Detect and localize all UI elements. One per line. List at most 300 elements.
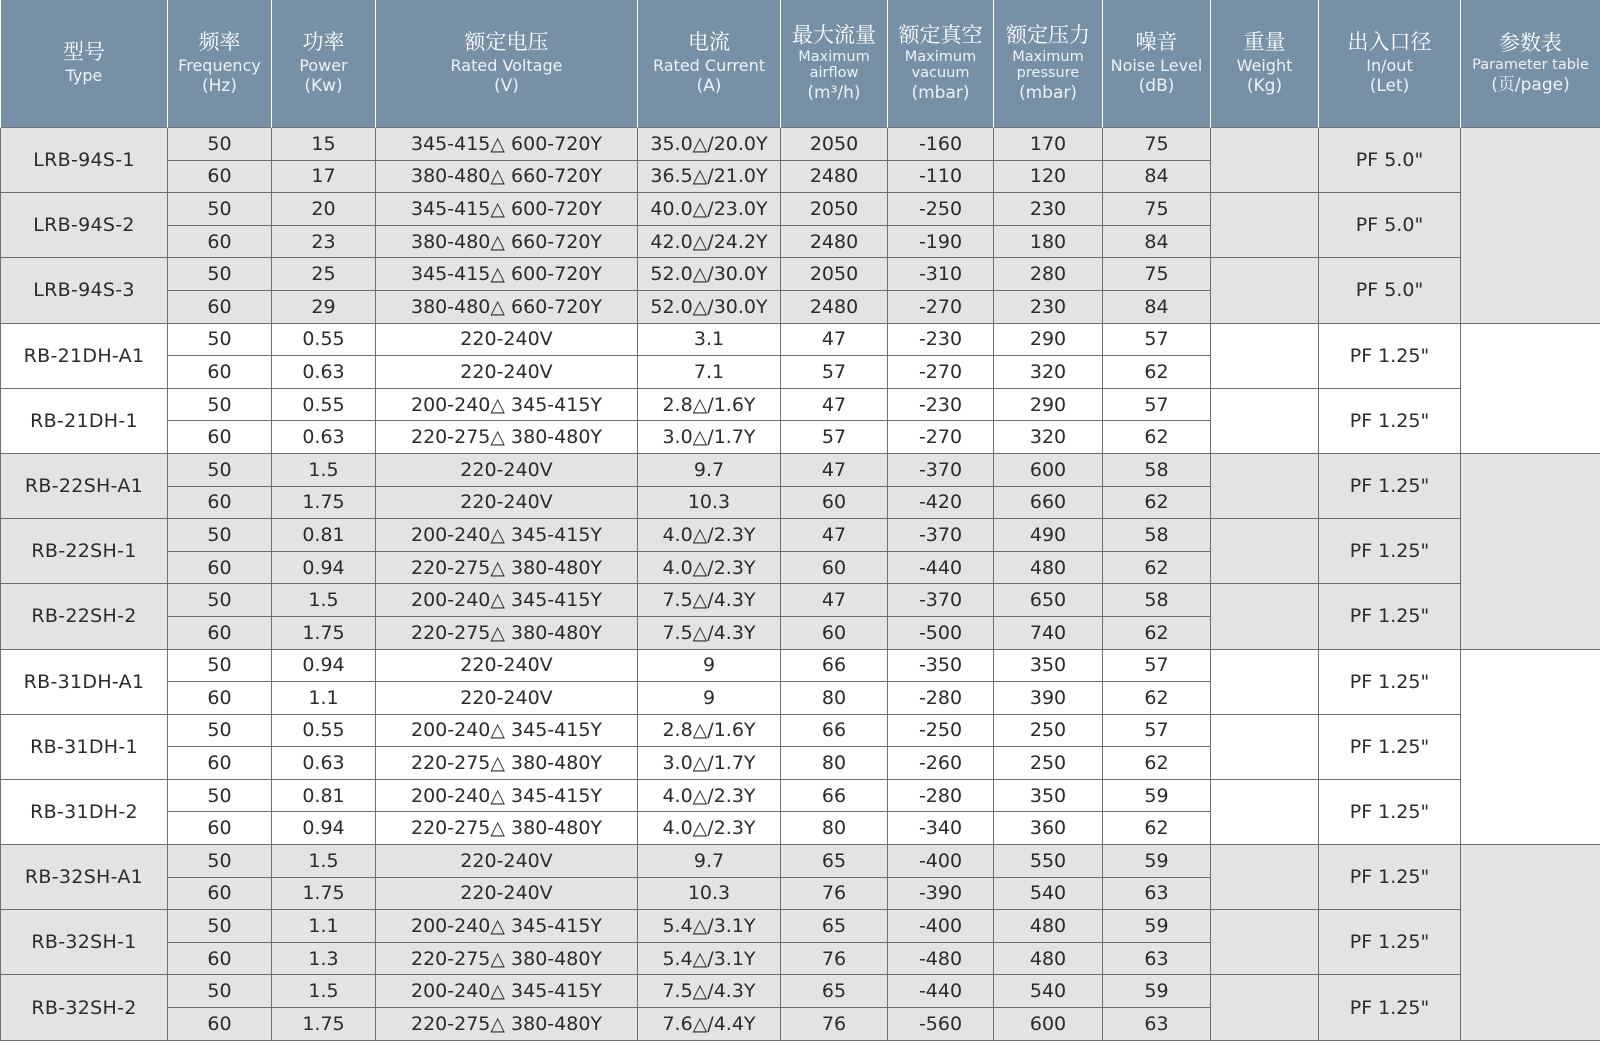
noise-cell: 84 <box>1103 290 1211 323</box>
header-unit: (Let) <box>1369 76 1410 97</box>
vacuum-cell: -230 <box>888 388 994 421</box>
weight-cell <box>1211 975 1319 1040</box>
power-cell: 0.55 <box>272 714 376 747</box>
airflow-cell: 65 <box>781 845 888 878</box>
pressure-cell: 320 <box>994 356 1103 389</box>
noise-cell: 59 <box>1103 975 1211 1008</box>
pressure-cell: 740 <box>994 616 1103 649</box>
weight-cell <box>1211 845 1319 910</box>
current-cell: 9 <box>638 649 781 682</box>
power-cell: 0.81 <box>272 779 376 812</box>
inout-port-cell: PF 1.25" <box>1319 388 1461 453</box>
pressure-cell: 480 <box>994 551 1103 584</box>
table-row <box>1 388 1600 421</box>
noise-cell: 62 <box>1103 747 1211 780</box>
airflow-cell: 60 <box>781 551 888 584</box>
header-label-zh: 额定电压 <box>464 29 549 54</box>
col-max-vacuum-header <box>888 0 994 128</box>
airflow-cell: 57 <box>781 356 888 389</box>
current-cell: 9.7 <box>638 845 781 878</box>
header-label-en: Parameter table <box>1472 57 1589 74</box>
noise-cell: 62 <box>1103 486 1211 519</box>
pressure-cell: 320 <box>994 421 1103 454</box>
weight-cell <box>1211 910 1319 975</box>
table-row <box>1 779 1600 812</box>
airflow-cell: 76 <box>781 877 888 910</box>
noise-cell: 62 <box>1103 421 1211 454</box>
header-label-en: Rated Current <box>652 56 766 76</box>
airflow-cell: 47 <box>781 388 888 421</box>
vacuum-cell: -250 <box>888 193 994 226</box>
col-frequency-header <box>168 0 272 128</box>
airflow-cell: 66 <box>781 714 888 747</box>
inout-port-cell: PF 1.25" <box>1319 714 1461 779</box>
vacuum-cell: -230 <box>888 323 994 356</box>
header-label-en: Frequency <box>178 56 261 76</box>
airflow-cell: 2480 <box>781 160 888 193</box>
current-cell: 9.7 <box>638 453 781 486</box>
inout-port-cell: PF 1.25" <box>1319 323 1461 388</box>
frequency-cell: 50 <box>168 910 272 943</box>
voltage-cell: 220-240V <box>376 356 638 389</box>
weight-cell <box>1211 453 1319 518</box>
noise-cell: 57 <box>1103 323 1211 356</box>
frequency-cell: 50 <box>168 258 272 291</box>
pressure-cell: 230 <box>994 290 1103 323</box>
power-cell: 0.63 <box>272 421 376 454</box>
power-cell: 1.1 <box>272 682 376 715</box>
voltage-cell: 345-415△ 600-720Y <box>376 193 638 226</box>
pressure-cell: 290 <box>994 323 1103 356</box>
airflow-cell: 66 <box>781 649 888 682</box>
header-label-zh: 电流 <box>688 29 730 54</box>
current-cell: 3.0△/1.7Y <box>638 747 781 780</box>
pressure-cell: 230 <box>994 193 1103 226</box>
current-cell: 40.0△/23.0Y <box>638 193 781 226</box>
header-label-zh: 出入口径 <box>1347 29 1432 54</box>
airflow-cell: 47 <box>781 519 888 552</box>
airflow-cell: 47 <box>781 584 888 617</box>
vacuum-cell: -190 <box>888 225 994 258</box>
frequency-cell: 60 <box>168 290 272 323</box>
current-cell: 10.3 <box>638 486 781 519</box>
airflow-cell: 2050 <box>781 258 888 291</box>
power-cell: 23 <box>272 225 376 258</box>
header-unit: (V) <box>494 76 519 97</box>
pressure-cell: 250 <box>994 747 1103 780</box>
power-cell: 0.94 <box>272 649 376 682</box>
header-label-en: Power <box>299 56 348 76</box>
table-row <box>1 649 1600 682</box>
table-row <box>1 584 1600 617</box>
current-cell: 35.0△/20.0Y <box>638 128 781 161</box>
header-label-en: Noise Level <box>1110 56 1203 76</box>
col-type-header <box>1 0 168 128</box>
pressure-cell: 600 <box>994 1008 1103 1041</box>
header-label-zh: 噪音 <box>1135 29 1178 54</box>
pressure-cell: 350 <box>994 779 1103 812</box>
pressure-cell: 540 <box>994 877 1103 910</box>
inout-port-cell: PF 1.25" <box>1319 975 1461 1040</box>
power-cell: 1.75 <box>272 486 376 519</box>
power-cell: 1.5 <box>272 584 376 617</box>
table-row <box>1 910 1600 943</box>
voltage-cell: 200-240△ 345-415Y <box>376 779 638 812</box>
frequency-cell: 50 <box>168 193 272 226</box>
voltage-cell: 200-240△ 345-415Y <box>376 975 638 1008</box>
col-weight-header <box>1211 0 1319 128</box>
vacuum-cell: -280 <box>888 682 994 715</box>
header-label-en: Weight <box>1236 56 1293 76</box>
pressure-cell: 480 <box>994 942 1103 975</box>
pressure-cell: 550 <box>994 845 1103 878</box>
vacuum-cell: -340 <box>888 812 994 845</box>
model-type-cell: RB-21DH-1 <box>1 388 168 453</box>
vacuum-cell: -350 <box>888 649 994 682</box>
header-unit: (Kg) <box>1246 76 1283 97</box>
model-type-cell: RB-31DH-1 <box>1 714 168 779</box>
airflow-cell: 2050 <box>781 193 888 226</box>
frequency-cell: 60 <box>168 486 272 519</box>
parameter-page-cell <box>1461 453 1600 649</box>
table-row <box>1 193 1600 226</box>
voltage-cell: 220-240V <box>376 453 638 486</box>
airflow-cell: 65 <box>781 975 888 1008</box>
header-label-zh: 最大流量 <box>792 23 876 48</box>
noise-cell: 84 <box>1103 160 1211 193</box>
vacuum-cell: -560 <box>888 1008 994 1041</box>
voltage-cell: 220-275△ 380-480Y <box>376 812 638 845</box>
frequency-cell: 60 <box>168 682 272 715</box>
header-label-zh: 重量 <box>1243 29 1286 54</box>
voltage-cell: 220-240V <box>376 682 638 715</box>
power-cell: 0.94 <box>272 812 376 845</box>
noise-cell: 57 <box>1103 714 1211 747</box>
col-max-airflow-header <box>781 0 888 128</box>
vacuum-cell: -370 <box>888 519 994 552</box>
weight-cell <box>1211 258 1319 323</box>
voltage-cell: 220-275△ 380-480Y <box>376 421 638 454</box>
table-row <box>1 453 1600 486</box>
current-cell: 4.0△/2.3Y <box>638 551 781 584</box>
weight-cell <box>1211 388 1319 453</box>
voltage-cell: 200-240△ 345-415Y <box>376 910 638 943</box>
voltage-cell: 220-275△ 380-480Y <box>376 551 638 584</box>
current-cell: 10.3 <box>638 877 781 910</box>
model-type-cell: RB-32SH-A1 <box>1 845 168 910</box>
power-cell: 25 <box>272 258 376 291</box>
voltage-cell: 380-480△ 660-720Y <box>376 225 638 258</box>
frequency-cell: 50 <box>168 975 272 1008</box>
power-cell: 0.55 <box>272 388 376 421</box>
airflow-cell: 76 <box>781 942 888 975</box>
airflow-cell: 2480 <box>781 290 888 323</box>
pressure-cell: 280 <box>994 258 1103 291</box>
noise-cell: 63 <box>1103 877 1211 910</box>
inout-port-cell: PF 1.25" <box>1319 779 1461 844</box>
header-label-zh: 额定压力 <box>1006 23 1090 48</box>
airflow-cell: 57 <box>781 421 888 454</box>
frequency-cell: 60 <box>168 616 272 649</box>
pressure-cell: 350 <box>994 649 1103 682</box>
noise-cell: 62 <box>1103 682 1211 715</box>
weight-cell <box>1211 779 1319 844</box>
pressure-cell: 490 <box>994 519 1103 552</box>
pressure-cell: 540 <box>994 975 1103 1008</box>
voltage-cell: 345-415△ 600-720Y <box>376 258 638 291</box>
noise-cell: 58 <box>1103 453 1211 486</box>
current-cell: 42.0△/24.2Y <box>638 225 781 258</box>
vacuum-cell: -270 <box>888 421 994 454</box>
inout-port-cell: PF 1.25" <box>1319 649 1461 714</box>
vacuum-cell: -440 <box>888 975 994 1008</box>
voltage-cell: 220-240V <box>376 486 638 519</box>
current-cell: 2.8△/1.6Y <box>638 714 781 747</box>
noise-cell: 75 <box>1103 193 1211 226</box>
header-unit: (A) <box>696 76 722 97</box>
airflow-cell: 60 <box>781 616 888 649</box>
inout-port-cell: PF 1.25" <box>1319 519 1461 584</box>
col-inout-header <box>1319 0 1461 128</box>
current-cell: 4.0△/2.3Y <box>638 519 781 552</box>
parameter-page-cell <box>1461 649 1600 845</box>
frequency-cell: 60 <box>168 877 272 910</box>
header-unit: (页/page) <box>1491 75 1570 96</box>
table-row <box>1 975 1600 1008</box>
airflow-cell: 65 <box>781 910 888 943</box>
header-unit: (dB) <box>1138 76 1175 97</box>
voltage-cell: 200-240△ 345-415Y <box>376 388 638 421</box>
current-cell: 5.4△/3.1Y <box>638 942 781 975</box>
model-type-cell: RB-32SH-1 <box>1 910 168 975</box>
power-cell: 0.81 <box>272 519 376 552</box>
inout-port-cell: PF 1.25" <box>1319 845 1461 910</box>
current-cell: 7.5△/4.3Y <box>638 584 781 617</box>
model-type-cell: LRB-94S-2 <box>1 193 168 258</box>
model-type-cell: RB-22SH-A1 <box>1 453 168 518</box>
vacuum-cell: -420 <box>888 486 994 519</box>
airflow-cell: 80 <box>781 747 888 780</box>
vacuum-cell: -280 <box>888 779 994 812</box>
col-max-pressure-header <box>994 0 1103 128</box>
vacuum-cell: -310 <box>888 258 994 291</box>
weight-cell <box>1211 519 1319 584</box>
noise-cell: 59 <box>1103 779 1211 812</box>
header-label-en: Rated Voltage <box>450 56 563 76</box>
model-type-cell: RB-32SH-2 <box>1 975 168 1040</box>
parameter-page-cell <box>1461 323 1600 453</box>
table-row <box>1 714 1600 747</box>
col-rated-voltage-header <box>376 0 638 128</box>
frequency-cell: 60 <box>168 551 272 584</box>
power-cell: 0.63 <box>272 356 376 389</box>
header-label-zh: 功率 <box>302 29 345 54</box>
power-cell: 1.75 <box>272 1008 376 1041</box>
col-parameter-table-header <box>1461 0 1600 128</box>
header-label-en: Maximum pressure <box>1012 49 1084 82</box>
inout-port-cell: PF 5.0" <box>1319 258 1461 323</box>
table-body <box>1 128 1600 1041</box>
col-noise-level-header <box>1103 0 1211 128</box>
noise-cell: 75 <box>1103 258 1211 291</box>
current-cell: 2.8△/1.6Y <box>638 388 781 421</box>
pressure-cell: 250 <box>994 714 1103 747</box>
header-unit: (mbar) <box>911 83 970 104</box>
weight-cell <box>1211 714 1319 779</box>
power-cell: 15 <box>272 128 376 161</box>
frequency-cell: 50 <box>168 323 272 356</box>
vacuum-cell: -370 <box>888 453 994 486</box>
vacuum-cell: -250 <box>888 714 994 747</box>
table-header <box>1 0 1600 128</box>
voltage-cell: 200-240△ 345-415Y <box>376 714 638 747</box>
pressure-cell: 180 <box>994 225 1103 258</box>
current-cell: 9 <box>638 682 781 715</box>
vacuum-cell: -500 <box>888 616 994 649</box>
current-cell: 5.4△/3.1Y <box>638 910 781 943</box>
col-rated-current-header <box>638 0 781 128</box>
header-row <box>1 0 1600 128</box>
header-label-en: Maximum airflow <box>798 49 870 82</box>
voltage-cell: 220-240V <box>376 877 638 910</box>
header-unit: (mbar) <box>1018 83 1078 104</box>
parameter-page-cell <box>1461 128 1600 324</box>
noise-cell: 75 <box>1103 128 1211 161</box>
header-label-en: Type <box>65 65 103 85</box>
power-cell: 1.1 <box>272 910 376 943</box>
current-cell: 7.6△/4.4Y <box>638 1008 781 1041</box>
col-power-header <box>272 0 376 128</box>
vacuum-cell: -400 <box>888 910 994 943</box>
power-cell: 1.75 <box>272 616 376 649</box>
current-cell: 7.1 <box>638 356 781 389</box>
pressure-cell: 650 <box>994 584 1103 617</box>
inout-port-cell: PF 1.25" <box>1319 910 1461 975</box>
current-cell: 3.0△/1.7Y <box>638 421 781 454</box>
weight-cell <box>1211 649 1319 714</box>
model-type-cell: LRB-94S-1 <box>1 128 168 193</box>
weight-cell <box>1211 323 1319 388</box>
noise-cell: 62 <box>1103 551 1211 584</box>
noise-cell: 57 <box>1103 388 1211 421</box>
current-cell: 4.0△/2.3Y <box>638 779 781 812</box>
pressure-cell: 600 <box>994 453 1103 486</box>
power-cell: 20 <box>272 193 376 226</box>
pressure-cell: 120 <box>994 160 1103 193</box>
frequency-cell: 50 <box>168 453 272 486</box>
current-cell: 52.0△/30.0Y <box>638 258 781 291</box>
voltage-cell: 220-240V <box>376 323 638 356</box>
voltage-cell: 220-240V <box>376 649 638 682</box>
model-type-cell: RB-22SH-2 <box>1 584 168 649</box>
frequency-cell: 50 <box>168 519 272 552</box>
voltage-cell: 220-275△ 380-480Y <box>376 1008 638 1041</box>
airflow-cell: 76 <box>781 1008 888 1041</box>
voltage-cell: 220-275△ 380-480Y <box>376 747 638 780</box>
table-row <box>1 519 1600 552</box>
vacuum-cell: -390 <box>888 877 994 910</box>
frequency-cell: 50 <box>168 845 272 878</box>
airflow-cell: 66 <box>781 779 888 812</box>
airflow-cell: 47 <box>781 453 888 486</box>
table-row <box>1 258 1600 291</box>
noise-cell: 84 <box>1103 225 1211 258</box>
inout-port-cell: PF 1.25" <box>1319 453 1461 518</box>
power-cell: 0.55 <box>272 323 376 356</box>
noise-cell: 63 <box>1103 1008 1211 1041</box>
header-unit: (m³/h) <box>807 83 861 104</box>
current-cell: 52.0△/30.0Y <box>638 290 781 323</box>
frequency-cell: 60 <box>168 812 272 845</box>
vacuum-cell: -440 <box>888 551 994 584</box>
header-label-en: In/out <box>1366 56 1413 76</box>
weight-cell <box>1211 193 1319 258</box>
frequency-cell: 60 <box>168 942 272 975</box>
inout-port-cell: PF 1.25" <box>1319 584 1461 649</box>
pressure-cell: 360 <box>994 812 1103 845</box>
header-label-zh: 额定真空 <box>898 23 983 48</box>
header-unit: (Hz) <box>202 76 237 97</box>
power-cell: 17 <box>272 160 376 193</box>
airflow-cell: 2050 <box>781 128 888 161</box>
noise-cell: 57 <box>1103 649 1211 682</box>
noise-cell: 63 <box>1103 942 1211 975</box>
header-unit: (Kw) <box>304 76 343 97</box>
current-cell: 7.5△/4.3Y <box>638 616 781 649</box>
table-row <box>1 845 1600 878</box>
pressure-cell: 480 <box>994 910 1103 943</box>
noise-cell: 58 <box>1103 584 1211 617</box>
noise-cell: 58 <box>1103 519 1211 552</box>
frequency-cell: 60 <box>168 356 272 389</box>
parameter-page-cell <box>1461 845 1600 1041</box>
model-type-cell: RB-31DH-A1 <box>1 649 168 714</box>
weight-cell <box>1211 584 1319 649</box>
voltage-cell: 380-480△ 660-720Y <box>376 290 638 323</box>
vacuum-cell: -400 <box>888 845 994 878</box>
pressure-cell: 390 <box>994 682 1103 715</box>
frequency-cell: 60 <box>168 747 272 780</box>
header-label-zh: 型号 <box>63 39 105 64</box>
frequency-cell: 60 <box>168 421 272 454</box>
voltage-cell: 380-480△ 660-720Y <box>376 160 638 193</box>
airflow-cell: 2480 <box>781 225 888 258</box>
vacuum-cell: -370 <box>888 584 994 617</box>
header-label-zh: 频率 <box>198 29 241 54</box>
frequency-cell: 50 <box>168 779 272 812</box>
power-cell: 0.63 <box>272 747 376 780</box>
frequency-cell: 50 <box>168 128 272 161</box>
power-cell: 1.5 <box>272 453 376 486</box>
airflow-cell: 80 <box>781 682 888 715</box>
inout-port-cell: PF 5.0" <box>1319 128 1461 193</box>
power-cell: 29 <box>272 290 376 323</box>
vacuum-cell: -160 <box>888 128 994 161</box>
model-type-cell: LRB-94S-3 <box>1 258 168 323</box>
noise-cell: 59 <box>1103 845 1211 878</box>
vacuum-cell: -270 <box>888 356 994 389</box>
voltage-cell: 220-275△ 380-480Y <box>376 942 638 975</box>
vacuum-cell: -260 <box>888 747 994 780</box>
frequency-cell: 50 <box>168 649 272 682</box>
current-cell: 36.5△/21.0Y <box>638 160 781 193</box>
frequency-cell: 50 <box>168 388 272 421</box>
voltage-cell: 200-240△ 345-415Y <box>376 519 638 552</box>
weight-cell <box>1211 128 1319 193</box>
power-cell: 1.5 <box>272 975 376 1008</box>
model-type-cell: RB-21DH-A1 <box>1 323 168 388</box>
power-cell: 1.5 <box>272 845 376 878</box>
